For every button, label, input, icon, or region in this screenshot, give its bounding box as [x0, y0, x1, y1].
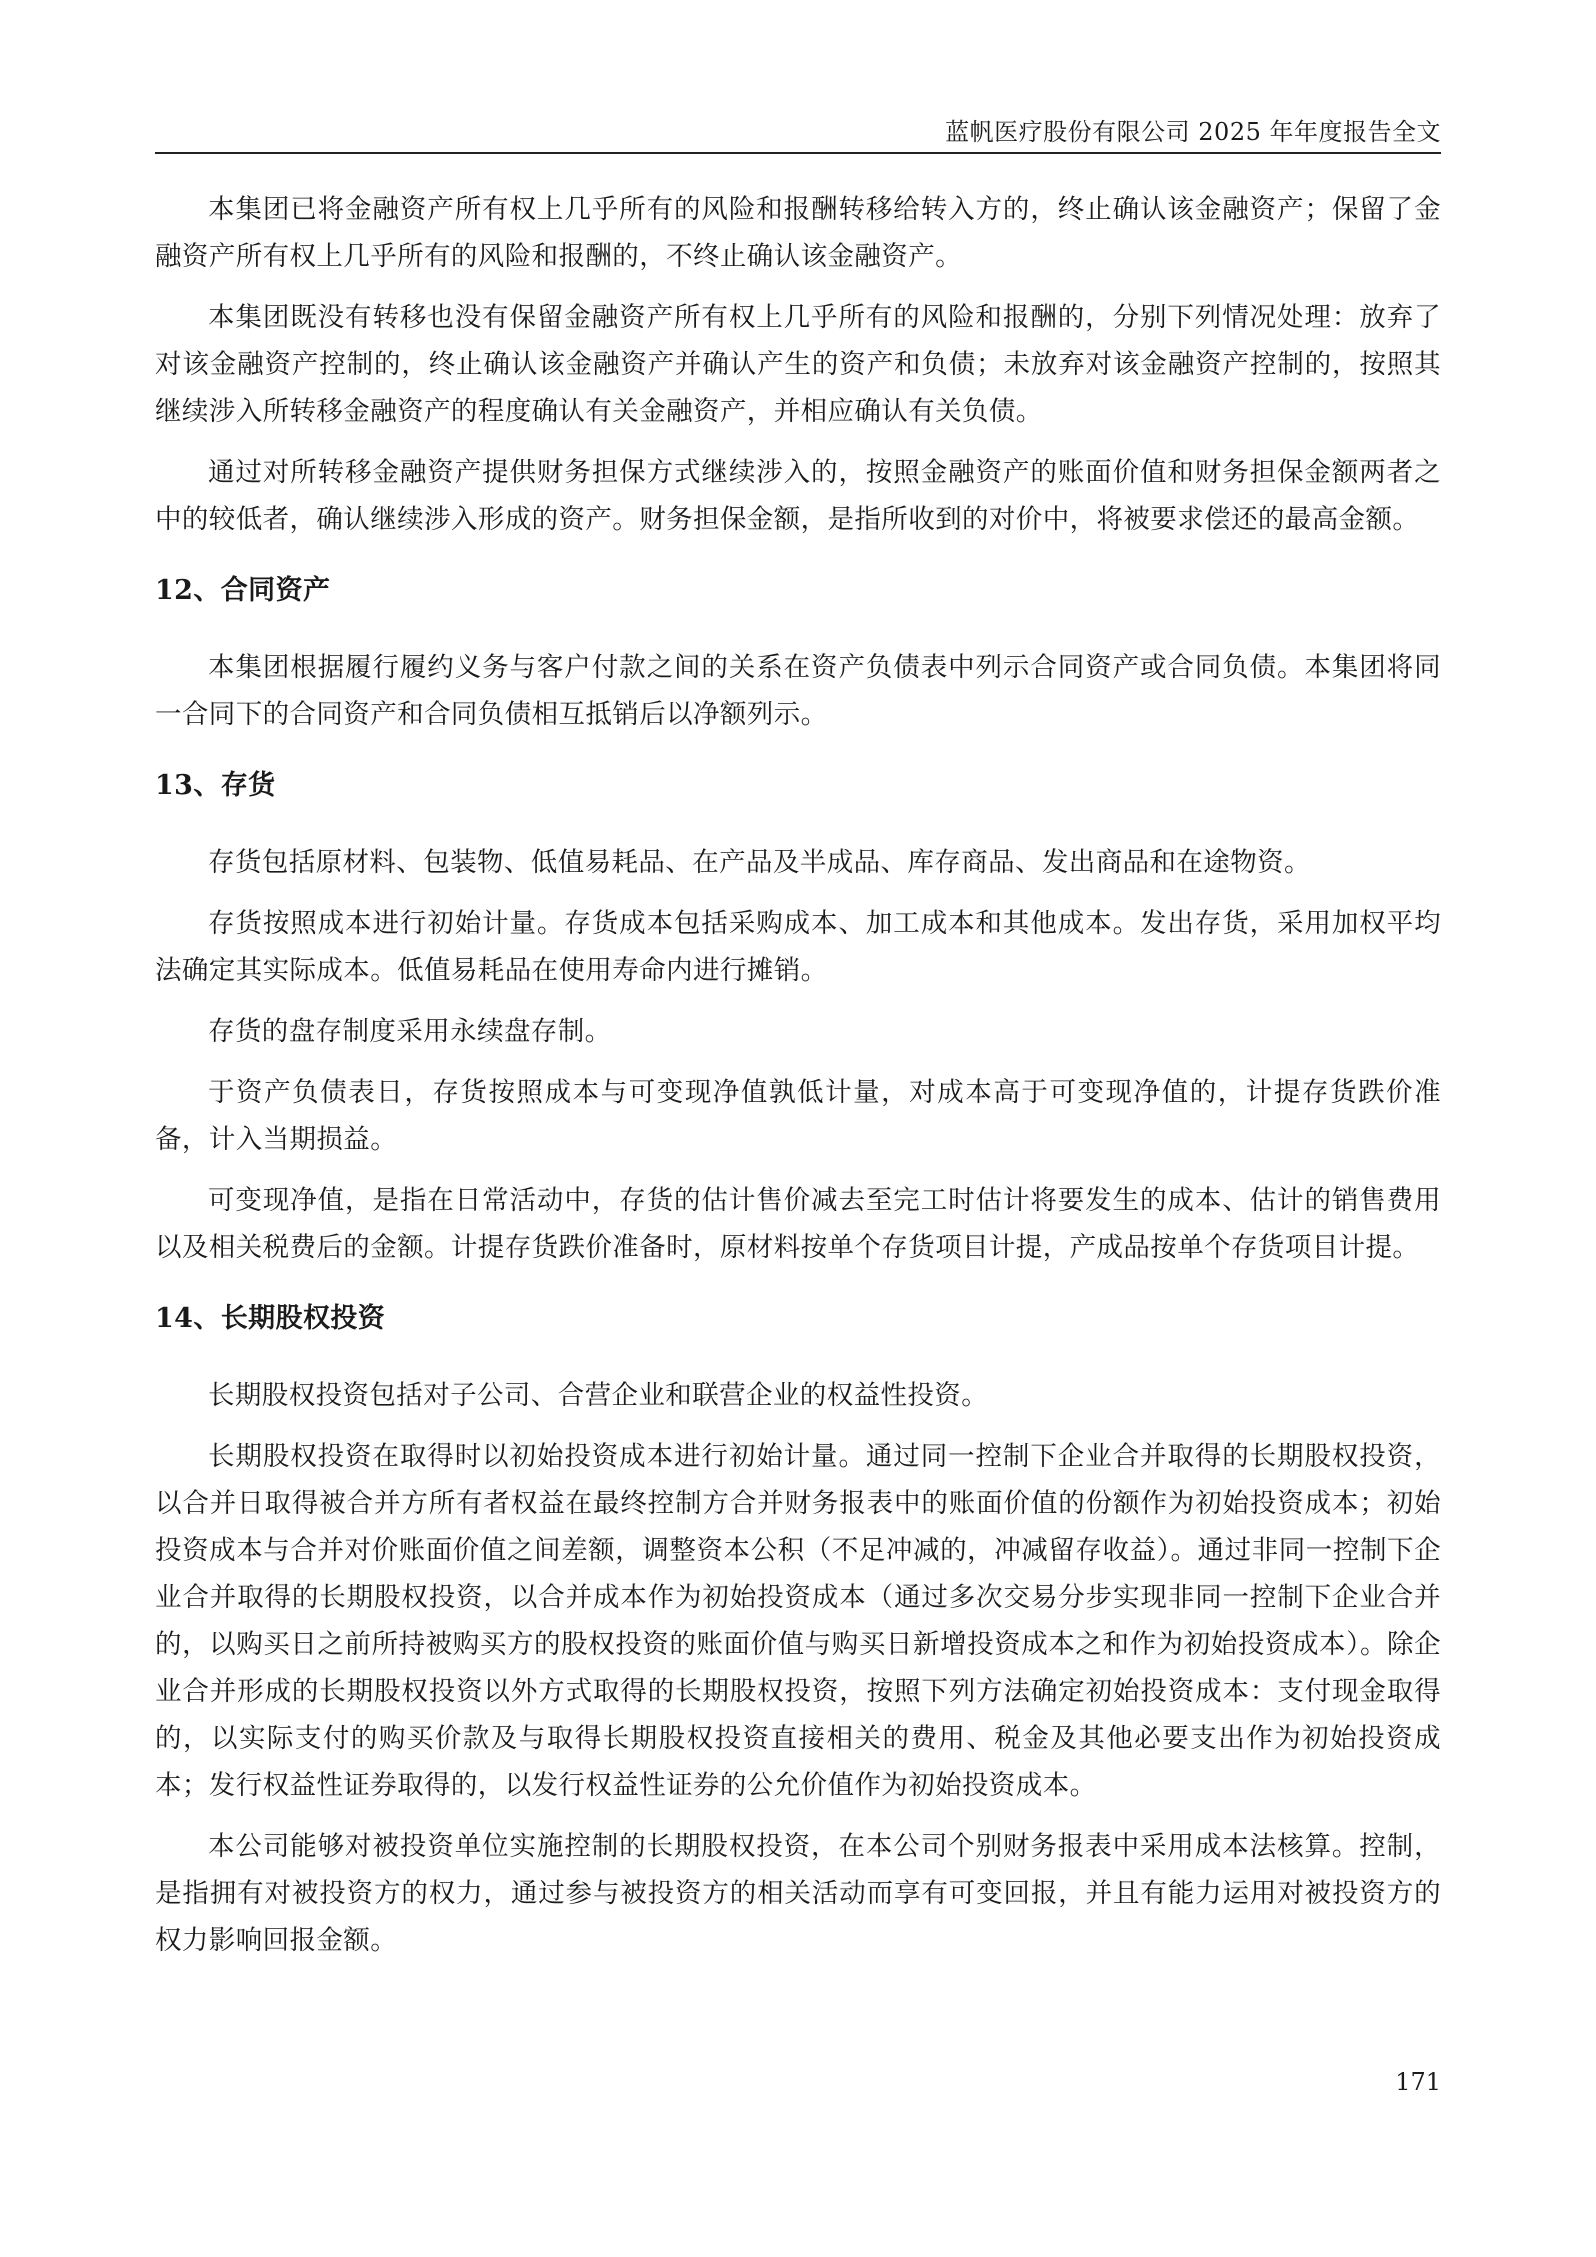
paragraph: 存货包括原材料、包装物、低值易耗品、在产品及半成品、库存商品、发出商品和在途物资。 — [208, 847, 1311, 878]
paragraph: 本集团根据履行履约义务与客户付款之间的关系在资产负债表中列示合同资产或合同负债。本集团将同一合同下的合同资产和合同负债相互抵销后以净额列示。 — [155, 652, 1441, 730]
section-heading-contract-assets: 12、合同资产 — [155, 575, 331, 606]
paragraph: 本公司能够对被投资单位实施控制的长期股权投资，在本公司个别财务报表中采用成本法核算。控制，是指拥有对被投资方的权力，通过参与被投资方的相关活动而享有可变回报，并且有能力运用对被投资方的权力影响回报金额。 — [155, 1831, 1441, 1956]
paragraph: 本集团既没有转移也没有保留金融资产所有权上几乎所有的风险和报酬的，分别下列情况处理：放弃了对该金融资产控制的，终止确认该金融资产并确认产生的资产和负债；未放弃对该金融资产控制的，按照其继续涉入所转移金融资产的程度确认有关金融资产，并相应确认有关负债。 — [155, 302, 1441, 427]
paragraph: 存货的盘存制度采用永续盘存制。 — [208, 1016, 612, 1047]
paragraph: 存货按照成本进行初始计量。存货成本包括采购成本、加工成本和其他成本。发出存货，采用加权平均法确定其实际成本。低值易耗品在使用寿命内进行摊销。 — [155, 908, 1441, 986]
header-title: 蓝帆医疗股份有限公司 2025 年年度报告全文 — [945, 118, 1441, 146]
paragraph: 于资产负债表日，存货按照成本与可变现净值孰低计量，对成本高于可变现净值的，计提存货跌价准备，计入当期损益。 — [155, 1077, 1441, 1155]
paragraph: 通过对所转移金融资产提供财务担保方式继续涉入的，按照金融资产的账面价值和财务担保金额两者之中的较低者，确认继续涉入形成的资产。财务担保金额，是指所收到的对价中，将被要求偿还的最高金额。 — [155, 457, 1441, 535]
page-header — [155, 108, 1441, 154]
paragraph: 可变现净值，是指在日常活动中，存货的估计售价减去至完工时估计将要发生的成本、估计的销售费用以及相关税费后的金额。计提存货跌价准备时，原材料按单个存货项目计提，产成品按单个存货项目计提。 — [155, 1185, 1441, 1263]
paragraph: 本集团已将金融资产所有权上几乎所有的风险和报酬转移给转入方的，终止确认该金融资产；保留了金融资产所有权上几乎所有的风险和报酬的，不终止确认该金融资产。 — [155, 194, 1441, 272]
page-content — [155, 186, 1441, 1978]
section-heading-long-term-equity-investment: 14、长期股权投资 — [155, 1303, 386, 1334]
page-number: 171 — [1395, 2068, 1441, 2096]
paragraph: 长期股权投资在取得时以初始投资成本进行初始计量。通过同一控制下企业合并取得的长期股权投资，以合并日取得被合并方所有者权益在最终控制方合并财务报表中的账面价值的份额作为初始投资成本；初始投资成本与合并对价账面价值之间差额，调整资本公积（不足冲减的，冲减留存收益）。通过非同一控制下企业合并取得的长期股权投资，以合并成本作为初始投资成本（通过多次交易分步实现非同一控制下企业合并的，以购买日之前所持被购买方的股权投资的账面价值与购买日新增投资成本之和作为初始投资成本）。除企业合并形成的长期股权投资以外方式取得的长期股权投资，按照下列方法确定初始投资成本：支付现金取得的，以实际支付的购买价款及与取得长期股权投资直接相关的费用、税金及其他必要支出作为初始投资成本；发行权益性证券取得的，以发行权益性证券的公允价值作为初始投资成本。 — [155, 1441, 1441, 1801]
paragraph: 长期股权投资包括对子公司、合营企业和联营企业的权益性投资。 — [208, 1380, 989, 1411]
section-heading-inventory: 13、存货 — [155, 770, 276, 801]
